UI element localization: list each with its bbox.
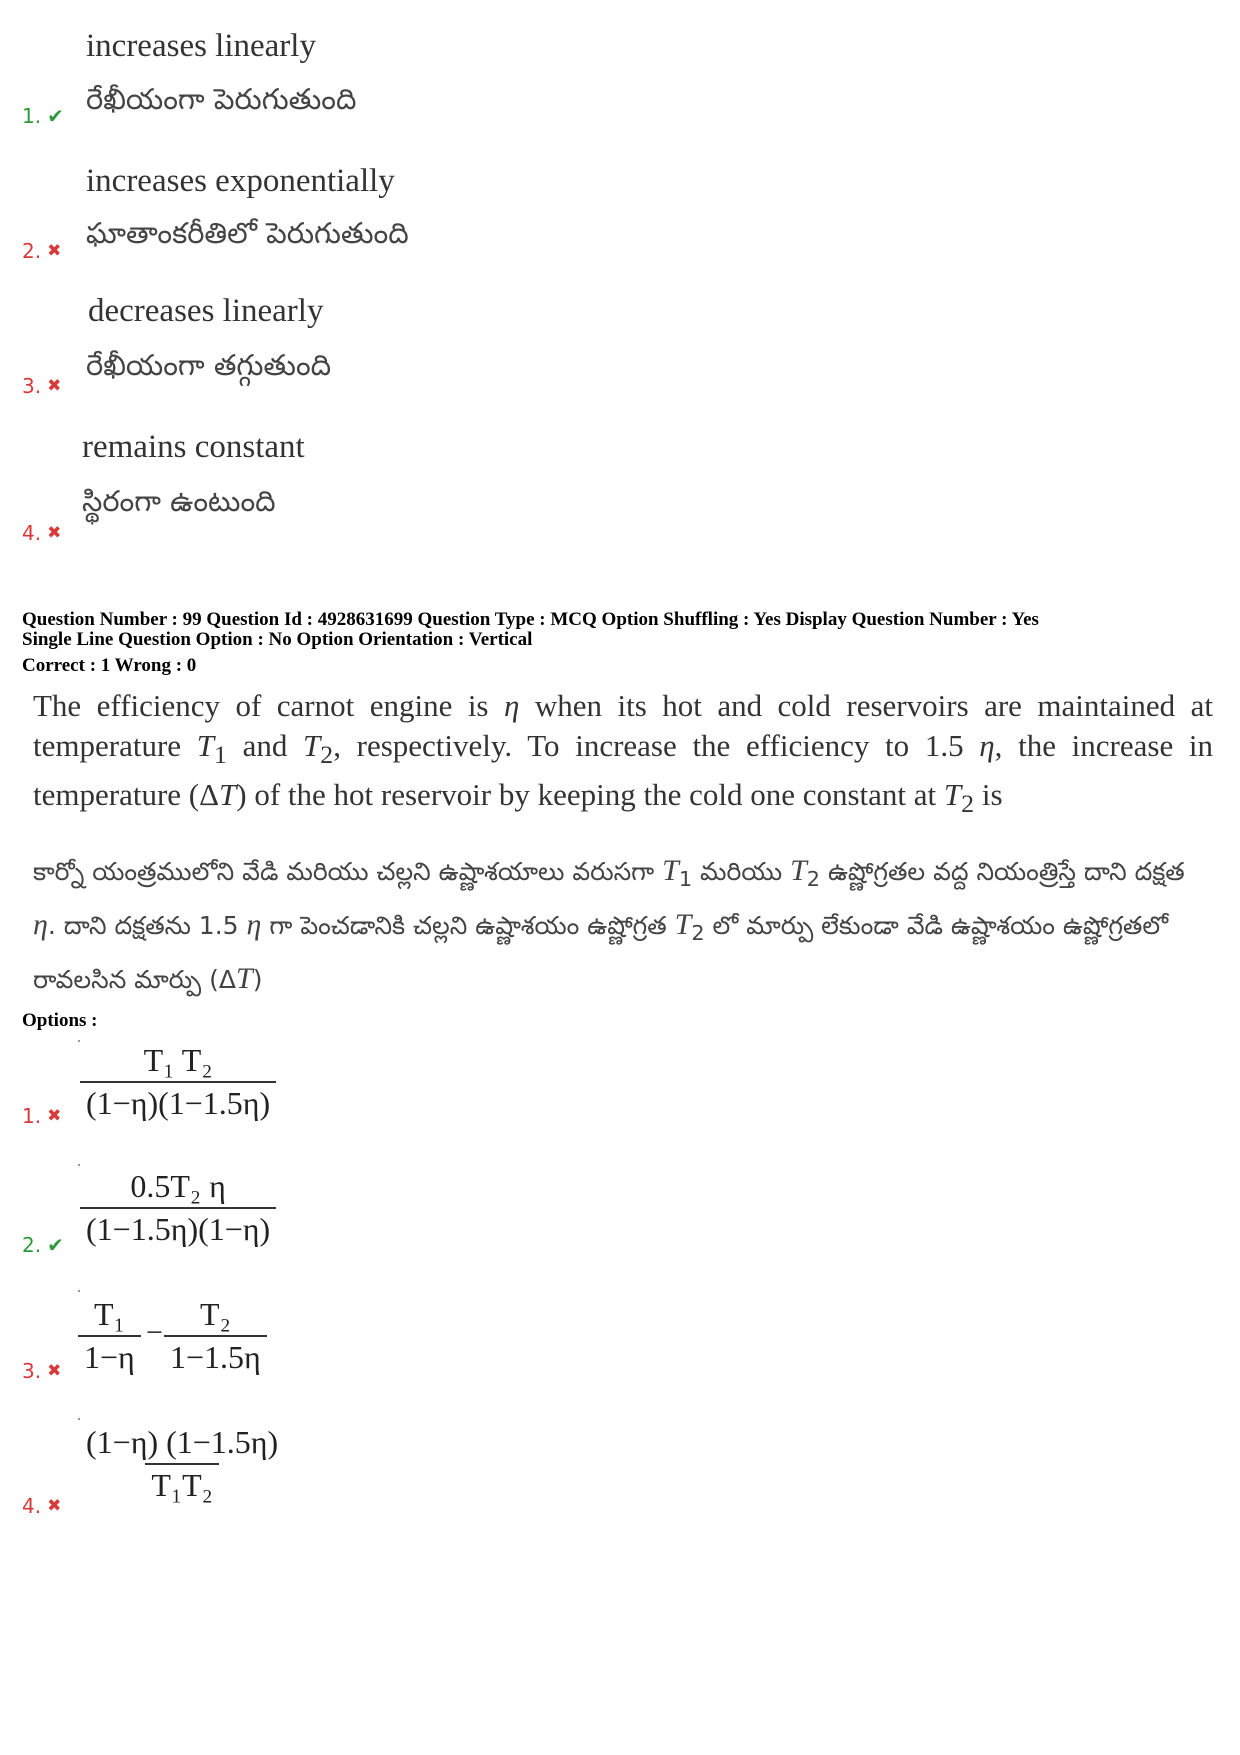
option-formula-b bbox=[164, 1296, 267, 1376]
option-number: 2. bbox=[22, 239, 42, 263]
formula-numerator: 0.5T₂ η bbox=[130, 1168, 226, 1204]
option-text-en: increases linearly bbox=[86, 28, 316, 64]
cross-icon: ✖ bbox=[47, 241, 62, 261]
option-formula-a bbox=[78, 1296, 141, 1376]
question-meta-line-1: Question Number : 99 Question Id : 4928631699 Question Type : MCQ Option Shuffling : Yes Display Question Number : Yes bbox=[22, 609, 1039, 630]
formula-denominator: T₁T₂ bbox=[145, 1463, 218, 1504]
option-formula bbox=[80, 1424, 284, 1504]
formula-numerator: T₁ T₂ bbox=[143, 1042, 213, 1078]
option-formula bbox=[80, 1042, 276, 1122]
question-score: Correct : 1 Wrong : 0 bbox=[22, 655, 197, 676]
question-text-te: కార్నో యంత్రములోని వేడి మరియు చల్లని ఉష్ణాశయాలు వరుసగా $T_1$ మరియు $T_2$ ఉష్ణోగ్రతల వద్ద నియంత్రిస్తే దాని దక్షత η. దాని దక్షతను 1.5 η గా పెంచడానికి చల్లని ఉష్ణాశయం ఉష్ణోగ్రత $T_2$ లో మార్పు లేకుండా వేడి ఉష్ణాశయం ఉష్ణోగ్రతలో రావలసిన మార్పు (ΔT) bbox=[33, 854, 1185, 995]
option-status bbox=[22, 1233, 64, 1257]
option-number: 1. bbox=[22, 104, 42, 128]
decor-dot bbox=[78, 1290, 80, 1292]
cross-icon: ✖ bbox=[47, 1361, 62, 1381]
option-text-en: decreases linearly bbox=[88, 293, 324, 329]
option-text-te: ఘాతాంకరీతిలో పెరుగుతుంది bbox=[86, 216, 409, 250]
minus-sign: − bbox=[146, 1316, 163, 1349]
formula-numerator: T₂ bbox=[200, 1296, 231, 1332]
option-status bbox=[22, 521, 61, 545]
option-status bbox=[22, 104, 64, 128]
option-status bbox=[22, 374, 61, 398]
check-icon: ✔ bbox=[47, 1233, 64, 1257]
formula-denominator: 1−1.5η bbox=[164, 1335, 267, 1376]
decor-dot bbox=[78, 1418, 80, 1420]
question-meta-line-2: Single Line Question Option : No Option Orientation : Vertical bbox=[22, 629, 533, 650]
option-number: 1. bbox=[22, 1104, 42, 1128]
option-formula bbox=[80, 1168, 276, 1248]
option-text-en: increases exponentially bbox=[86, 163, 395, 199]
options-label: Options : bbox=[22, 1010, 98, 1031]
option-text-en: remains constant bbox=[82, 429, 305, 465]
option-number: 3. bbox=[22, 374, 42, 398]
cross-icon: ✖ bbox=[47, 1496, 62, 1516]
option-status bbox=[22, 1494, 61, 1518]
option-number: 3. bbox=[22, 1359, 42, 1383]
option-text-te: స్థిరంగా ఉంటుంది bbox=[82, 484, 276, 518]
formula-numerator: (1−η) (1−1.5η) bbox=[86, 1424, 279, 1460]
question-text-en: The efficiency of carnot engine is η when its hot and cold reservoirs are maintained at temperature $T_1$ and $T_2$, respectively. To increase the efficiency to 1.5 η, the increase in temperature (ΔT) of the hot reservoir by keeping the cold one constant at $T_2$ is bbox=[33, 688, 1213, 819]
option-number: 2. bbox=[22, 1233, 42, 1257]
option-text-te: రేఖీయంగా పెరుగుతుంది bbox=[86, 82, 357, 116]
option-number: 4. bbox=[22, 1494, 42, 1518]
cross-icon: ✖ bbox=[47, 376, 62, 396]
decor-dot bbox=[78, 1164, 80, 1166]
formula-denominator: (1−1.5η)(1−η) bbox=[80, 1207, 276, 1248]
cross-icon: ✖ bbox=[47, 523, 62, 543]
option-status bbox=[22, 239, 61, 263]
option-status bbox=[22, 1359, 61, 1383]
cross-icon: ✖ bbox=[47, 1106, 62, 1126]
option-number: 4. bbox=[22, 521, 42, 545]
formula-denominator: (1−η)(1−1.5η) bbox=[80, 1081, 276, 1122]
option-status bbox=[22, 1104, 61, 1128]
formula-denominator: 1−η bbox=[78, 1335, 141, 1376]
check-icon: ✔ bbox=[47, 104, 64, 128]
formula-numerator: T₁ bbox=[94, 1296, 125, 1332]
option-text-te: రేఖీయంగా తగ్గుతుంది bbox=[86, 348, 332, 382]
